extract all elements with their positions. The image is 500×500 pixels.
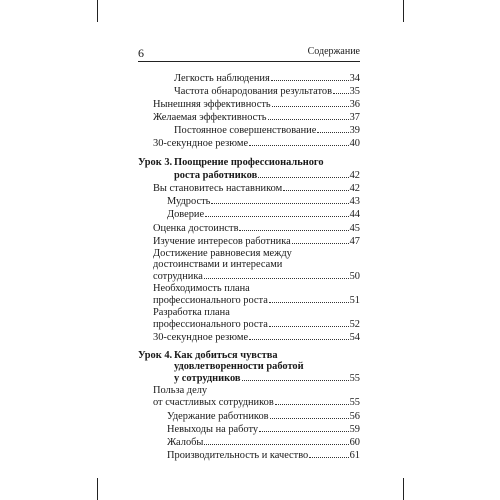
toc-entry-page: 55 <box>349 373 360 384</box>
dot-leader <box>309 449 348 458</box>
toc-entry-page: 59 <box>349 424 360 435</box>
crop-mark-top-right <box>403 0 404 22</box>
toc-entry-page: 52 <box>349 319 360 330</box>
toc-entry <box>167 195 360 208</box>
dot-leader <box>283 182 348 191</box>
crop-mark-bottom-left <box>97 478 98 500</box>
toc-entry-page: 56 <box>349 411 360 422</box>
lesson-title-line: удовлетворенности работой <box>174 361 304 372</box>
page-number: 6 <box>138 46 144 60</box>
dot-leader <box>239 222 348 231</box>
toc-entry-text: Легкость наблюдения <box>174 73 270 84</box>
toc-entry-text: Частота обнародования результатов <box>174 86 333 97</box>
toc-entry-text: Нынешняя эффективность <box>153 99 271 110</box>
toc-entry <box>153 270 360 283</box>
dot-leader <box>259 423 349 432</box>
toc-entry-text: Постоянное совершенствование <box>174 125 317 136</box>
lesson-label: Урок 3. <box>138 157 173 168</box>
lesson-title-line: у сотрудников <box>174 373 241 384</box>
toc-entry <box>174 85 360 98</box>
toc-entry-text: профессионального роста <box>153 295 268 306</box>
lesson-title-entry <box>174 372 360 385</box>
toc-entry <box>174 72 360 85</box>
toc-entry <box>153 137 360 150</box>
toc-entry-text: Вы становитесь наставником <box>153 183 283 194</box>
toc-entry-page: 43 <box>349 196 360 207</box>
dot-leader <box>269 318 349 327</box>
toc-entry-text: сотрудника <box>153 271 203 282</box>
lesson-title-line: Поощрение профессионального <box>174 157 324 168</box>
lesson-label: Урок 4. <box>138 350 173 361</box>
toc-entry-text: Мудрость <box>167 196 211 207</box>
toc-entry-page: 37 <box>349 112 360 123</box>
dot-leader <box>269 294 349 303</box>
dot-leader <box>270 410 349 419</box>
toc-entry-text: от счастливых сотрудников <box>153 397 274 408</box>
toc-entry-text: Польза делу <box>153 385 208 396</box>
dot-leader <box>268 111 349 120</box>
toc-entry-page: 44 <box>349 209 360 220</box>
dot-leader <box>204 436 348 445</box>
dot-leader <box>275 396 349 405</box>
running-head: Содержание <box>307 46 360 57</box>
lesson-title-entry <box>174 169 360 182</box>
dot-leader <box>249 331 349 340</box>
toc-entry-page: 55 <box>349 397 360 408</box>
dot-leader <box>249 137 349 146</box>
dot-leader <box>242 372 349 381</box>
toc-entry-text: 30-секундное резюме <box>153 138 249 149</box>
dot-leader <box>204 270 349 279</box>
crop-mark-bottom-right <box>403 478 404 500</box>
toc-entry-text: Необходимость плана <box>153 283 250 294</box>
toc-entry <box>153 111 360 124</box>
toc-entry <box>153 235 360 248</box>
toc-entry-text: Доверие <box>167 209 205 220</box>
toc-entry <box>174 124 360 137</box>
toc-entry-page: 35 <box>349 86 360 97</box>
toc-entry-text: Желаемая эффективность <box>153 112 267 123</box>
lesson-title-line: Как добиться чувства <box>174 350 278 361</box>
toc-entry <box>167 436 360 449</box>
toc-entry <box>153 222 360 235</box>
toc-entry-page: 60 <box>349 437 360 448</box>
toc-entry-page: 42 <box>349 170 360 181</box>
toc-entry-page: 50 <box>349 271 360 282</box>
toc-entry-text: Разработка плана <box>153 307 230 318</box>
toc-entry-text: Оценка достоинств <box>153 223 239 234</box>
toc-entry-page: 39 <box>349 125 360 136</box>
toc-entry <box>167 208 360 221</box>
toc-entry-page: 34 <box>349 73 360 84</box>
toc-entry-text: профессионального роста <box>153 319 268 330</box>
toc-entry-text: достоинствами и интересами <box>153 259 283 270</box>
toc-entry-page: 36 <box>349 99 360 110</box>
header-rule <box>138 61 360 62</box>
crop-mark-top-left <box>97 0 98 22</box>
toc-entry <box>167 410 360 423</box>
toc-entry-text: Невыходы на работу <box>167 424 259 435</box>
dot-leader <box>271 72 349 81</box>
lesson-title-line: роста работников <box>174 170 258 181</box>
toc-entry-page: 42 <box>349 183 360 194</box>
toc-entry-page: 54 <box>349 332 360 343</box>
dot-leader <box>211 195 348 204</box>
toc-entry <box>167 423 360 436</box>
toc-entry <box>153 182 360 195</box>
toc-entry <box>153 331 360 344</box>
toc-entry-text: Производительность и качество <box>167 450 309 461</box>
dot-leader <box>292 235 349 244</box>
toc-entry <box>153 294 360 307</box>
toc-entry-text: Изучение интересов работника <box>153 236 291 247</box>
toc-entry-page: 51 <box>349 295 360 306</box>
toc-entry <box>167 449 360 462</box>
dot-leader <box>317 124 348 133</box>
toc-entry-text: Достижение равновесия между <box>153 248 292 259</box>
toc-entry <box>153 98 360 111</box>
toc-entry-page: 45 <box>349 223 360 234</box>
dot-leader <box>258 169 348 178</box>
dot-leader <box>272 98 349 107</box>
toc-entry-page: 40 <box>349 138 360 149</box>
toc-entry <box>153 396 360 409</box>
dot-leader <box>205 208 349 217</box>
toc-entry <box>153 318 360 331</box>
toc-entry-text: Удержание работников <box>167 411 269 422</box>
toc-entry-page: 61 <box>349 450 360 461</box>
toc-entry-text: Жалобы <box>167 437 204 448</box>
toc-entry-text: 30-секундное резюме <box>153 332 249 343</box>
toc-entry-page: 47 <box>349 236 360 247</box>
dot-leader <box>333 85 349 94</box>
